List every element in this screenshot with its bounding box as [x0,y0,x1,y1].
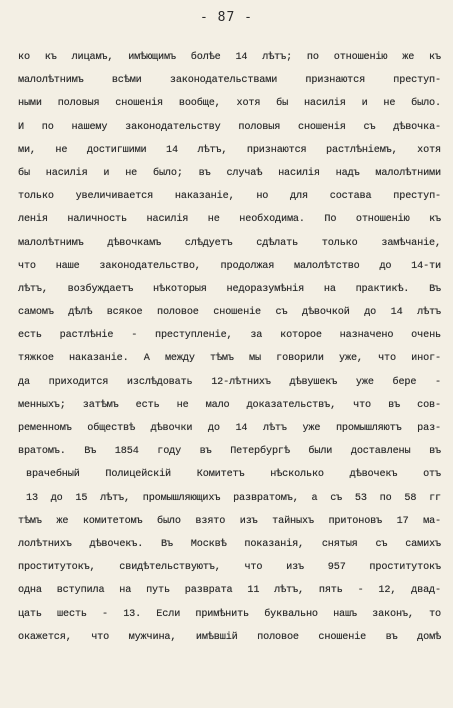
text-line: самомъ дѣлѣ всякое половое сношеніе съ дѣвочкой до 14 лѣтъ [18,307,441,319]
text-line: тѣмъ же комитетомъ было взято изъ тайныхъ притоновъ 17 ма- [18,515,441,527]
text-line: да приходится изслѣдовать 12-лѣтнихъ дѣвушекъ уже бере - [18,376,441,388]
text-line: ременномъ обществѣ дѣвочки до 14 лѣтъ уже промышляютъ раз- [18,423,441,434]
text-line: вратомъ. Въ 1854 году въ Петербургѣ были доставлены въ [18,446,441,458]
text-line: есть растлѣніе - преступленіе, за которое назначено очень [18,330,441,342]
text-line: менныхъ; затѣмъ есть не мало доказательствъ, что въ сов- [18,399,441,411]
text-line: только увеличивается наказаніе, но для состава преступ- [18,191,441,203]
page-number: - 87 - [200,10,253,25]
text-line: малолѣтнимъ дѣвочкамъ слѣдуетъ сдѣлать только замѣчаніе, [18,237,441,249]
text-line: ленія наличность насилія не необходима. По отношенію къ [18,214,441,226]
body-text [18,46,441,649]
text-line: лолѣтнихъ дѣвочекъ. Въ Москвѣ показанія, снятыя съ самихъ [18,538,441,550]
text-line: одна вступила на путь разврата 11 лѣтъ, пять - 12, двад- [18,585,441,597]
text-line: тяжкое наказаніе. А между тѣмъ мы говорили уже, что иног- [18,353,441,365]
text-line: что наше законодательство, продолжая малолѣтство до 14-ти [18,260,441,272]
text-line: бы насилія и не было; въ случаѣ насилія надъ малолѣтними [18,167,441,179]
text-line: ми, не достигшими 14 лѣтъ, признаются растлѣніемъ, хотя [18,144,441,156]
text-line: 13 до 15 лѣтъ, промышляющихъ развратомъ, а съ 53 по 58 гг [26,492,441,504]
text-line: проститутокъ, свидѣтельствуютъ, что изъ 957 проститутокъ [18,562,441,574]
text-line: малолѣтнимъ всѣми законодательствами признаются преступ- [18,75,441,87]
text-line: окажется, что мужчина, имѣвшій половое сношеніе въ домѣ [18,631,441,643]
text-line: ко къ лицамъ, имѣющимъ болѣе 14 лѣтъ; по отношенію же къ [18,52,441,63]
text-line: ными половыя сношенія вообще, хотя бы насилія и не было. [18,98,441,110]
text-line: И по нашему законодательству половыя сношенія съ дѣвочка- [18,121,441,133]
text-line: врачебный Полицейскій Комитетъ нѣсколько дѣвочекъ отъ [26,469,441,481]
text-line: цать шесть - 13. Если примѣнить буквально нашъ законъ, то [18,608,441,620]
text-line: лѣтъ, возбуждаетъ нѣкоторыя недоразумѣнія на практикѣ. Въ [18,283,441,295]
